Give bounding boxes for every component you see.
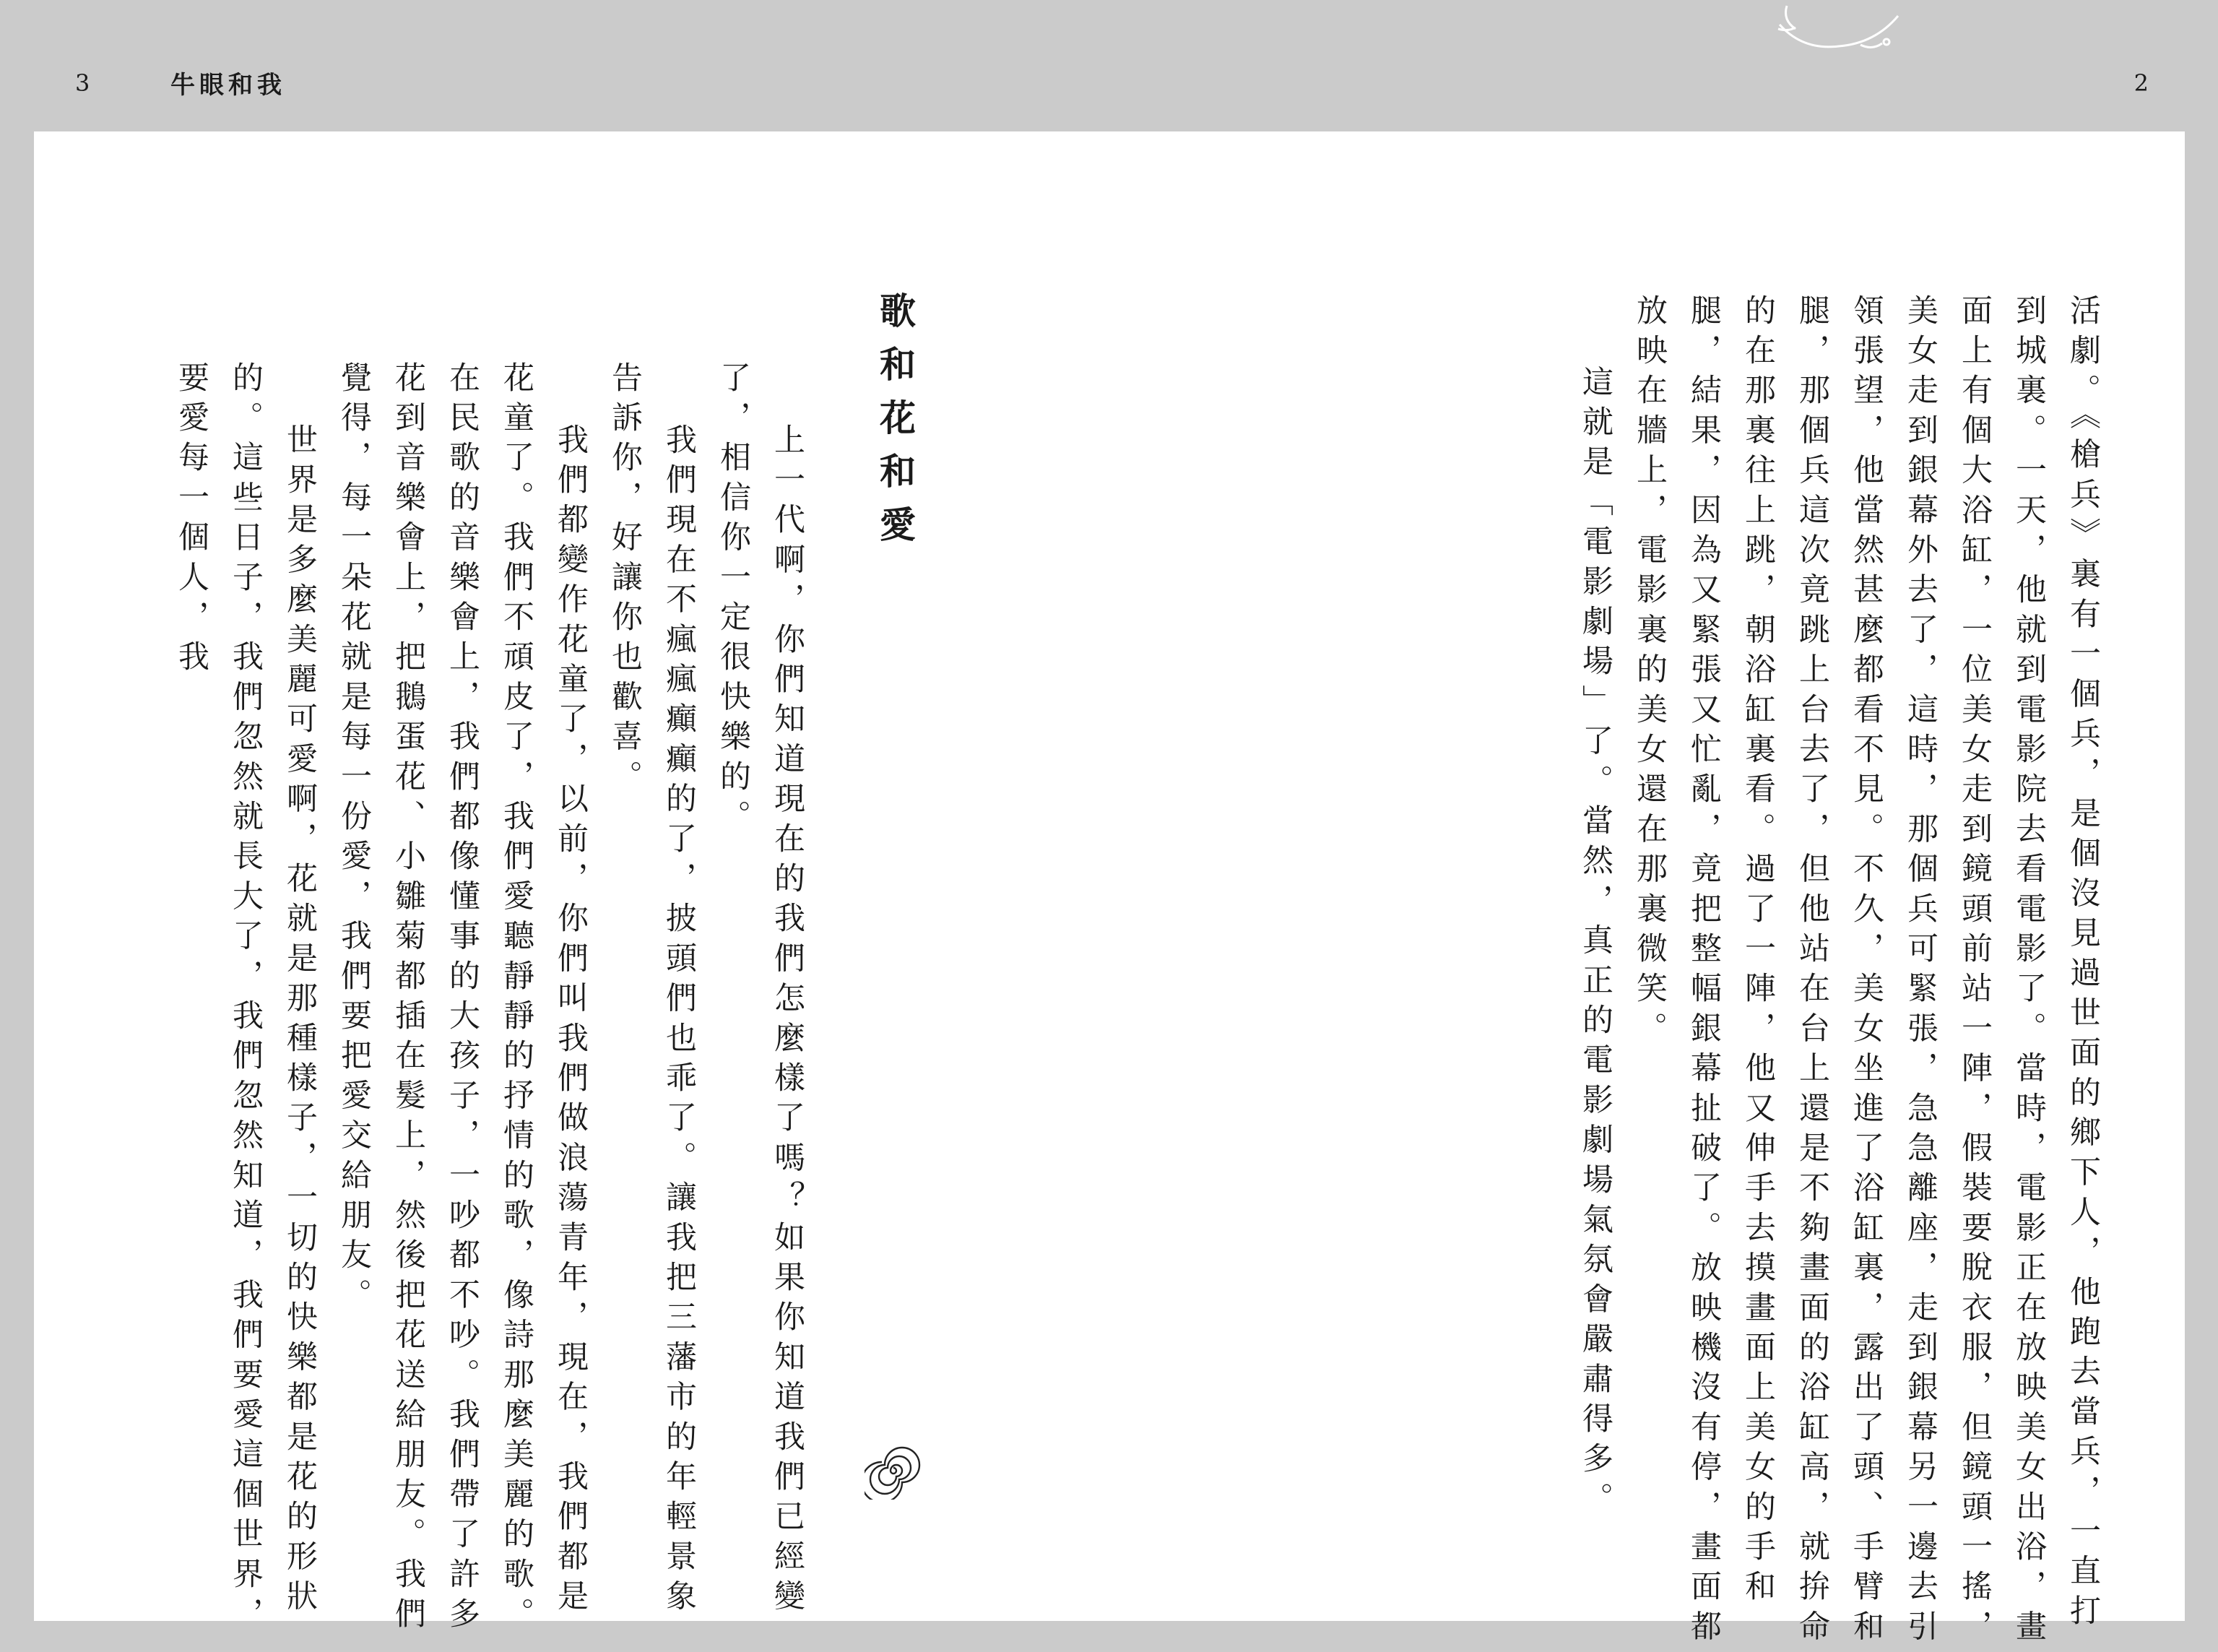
paragraph: 我們都變作花童了，以前，你們叫我們做浪蕩青年，現在，我們都是花童了。我們不頑皮了，我們愛聽靜靜的抒情的歌，像詩那麼美麗的歌。在民歌的音樂會上，我們都像懂事的大孩子，一吵都不吵。我們帶了許多花到音樂會上，把鵝蛋花、小雛菊都插在髮上，然後把花送給朋友。我們覺得，每一朵花就是每一份愛，我們要把愛交給朋友。 <box>336 361 589 1638</box>
book-title: 牛眼和我 <box>170 71 286 100</box>
book-spread <box>34 131 2185 1650</box>
paragraph: 活劇。《槍兵》裏有一個兵，是個沒見過世面的鄉下人，他跑去當兵，一直打到城裏。一天，他就到電影院去看電影了。當時，電影正在放映美女出浴，畫面上有個大浴缸，一位美女走到鏡頭前站一陣，假裝要脫衣服，但鏡頭一搖，美女走到銀幕外去了，這時，那個兵可緊張，急急離座，走到銀幕另一邊去引領張望，他當然甚麼都看不見。不久，美女坐進了浴缸裏，露出了頭、手臂和腿，那個兵這次竟跳上台去了，但他站在台上還是不夠畫面的浴缸高，就拚命的在那裏往上跳，朝浴缸裏看。過了一陣，他又伸手去摸畫面上美女的手和腿，結果，因為又緊張又忙亂，竟把整幅銀幕扯破了。放映機沒有停，畫面都放映在牆上，電影裏的美女還在那裏微笑。 <box>1632 294 2101 1650</box>
left-page-number: 3 <box>75 69 90 97</box>
paragraph: 上一代啊，你們知道現在的我們怎麼樣了嗎？如果你知道我們已經變了，相信你一定很快樂的。 <box>715 361 805 1619</box>
paragraph: 世界是多麼美麗可愛啊，花就是那種樣子，一切的快樂都是花的形狀的。這些日子，我們忽然就長大了，我們忽然知道，我們要愛這個世界，要愛每一個人，我 <box>173 361 318 1638</box>
right-page-text <box>1568 294 2110 1652</box>
chapter-body-text <box>164 361 814 1647</box>
paragraph: 我們現在不瘋瘋癲癲的了，披頭們也乖了。讓我把三藩市的年輕景象告訴你，好讓你也歡喜。 <box>607 361 697 1619</box>
page-header <box>0 0 2218 131</box>
ox-illustration-icon <box>1774 0 1904 52</box>
swirl-ornament-icon <box>865 1442 922 1500</box>
chapter-title: 歌和花和愛 <box>874 292 917 559</box>
paragraph: 這就是「電影劇場」了。當然，真正的電影劇場氣氛會嚴肅得多。 <box>1577 365 1613 1522</box>
right-page-number: 2 <box>2133 69 2149 97</box>
